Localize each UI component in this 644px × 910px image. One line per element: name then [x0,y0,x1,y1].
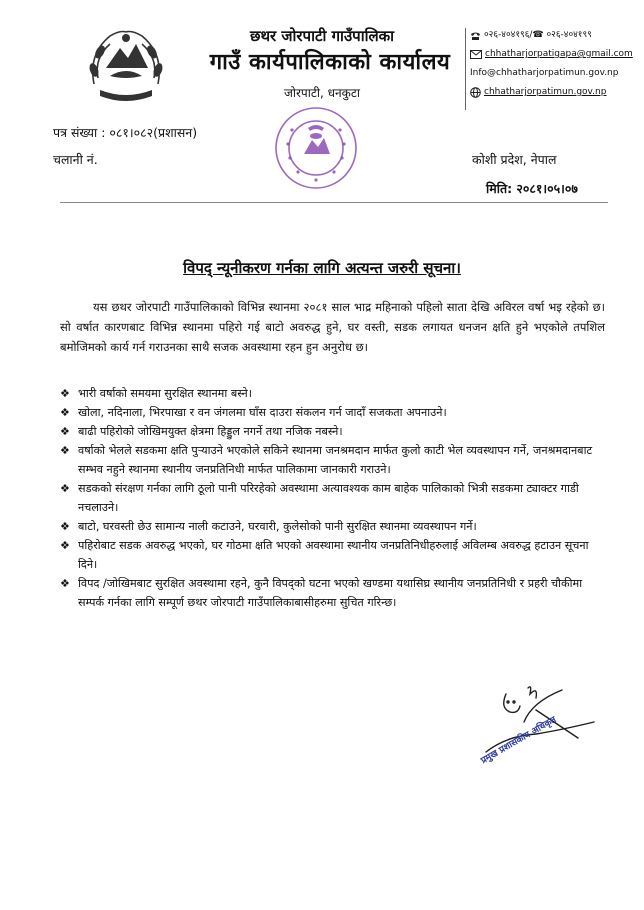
bullet-marker: ❖ [60,577,70,590]
contact-info-email[interactable]: Info@chhatharjorpatimun.gov.np [470,68,619,78]
notice-paragraph: यस छथर जोरपाटी गाउँपालिकाको विभिन्न स्थानमा २०८१ साल भाद्र महिनाको पहिलो साता देखि अविरल वर्षा भइ रहेको छ। सो वर्षात कारणबाट विभिन्न स्थानमा पहिरो गई बाटो अवरुद्ध हुने, घर वस्ती, सडक लगायत धनजन क्षति हुने भएकोले तपशिल बमोजिमको कार्य गर्न गराउनका साथै सजक अवस्थामा रहन हुन अनुरोध छ। [60,300,605,354]
contact-web-row [470,83,642,102]
bullet-marker: ❖ [60,539,70,552]
office-name: गाउँ कार्यपालिकाको कार्यालय [209,50,451,75]
contact-gmail-link[interactable]: chhatharjorpatigapa@gmail.com [485,49,633,59]
dispatch-number: चलानी नं. [53,152,98,167]
notice-subject [0,258,644,278]
list-item-text: बाटो, घरवस्ती छेउ सामान्य नाली कटाउने, घरवारी, कुलेसोको पानी सुरक्षित स्थानमा व्यवस्थापन गर्ने। [78,520,477,533]
list-item-text: विपद /जोखिमबाट सुरक्षित अवस्थामा रहने, कुनै विपद्को घटना भएको खण्डमा यथासिघ्र स्थानीय जनप्रतिनिधी र प्रहरी चौकीमा सम्पर्क गर्नका लागि सम्पूर्ण छथर जोरपाटी गाउँपालिकाबासीहरुमा सुचित गरिन्छ। [78,577,583,609]
list-item [60,384,608,403]
official-seal-stamp [268,100,364,196]
office-address: जोरपाटी, धनकुटा [283,86,361,100]
bullet-marker: ❖ [60,520,70,533]
contact-website-link[interactable]: chhatharjorpatimun.gov.np [484,87,607,97]
list-item [60,574,608,612]
contact-gmail-row [470,45,642,64]
contact-phone: ०२६-४०४१९६/☎ ०२६-४०४१९९ [484,30,592,40]
notice-subject-text: विपद् न्यूनीकरण गर्नका लागि अत्यन्त जरुरी सूचना। [183,259,461,277]
reference-number: पत्र संख्या : ०८१।०८२(प्रशासन) [53,125,198,140]
list-item [60,403,608,422]
list-item-text: पहिरोबाट सडक अवरुद्ध भएको, घर गोठमा क्षति भएको अवस्थामा स्थानीय जनप्रतिनिधीहरुलाई अविलम्ब अवरुद्ध हटाउन सूचना दिने। [78,539,589,571]
list-item-text: खोला, नदिनाला, भिरपाखा र वन जंगलमा घाँस दाउरा संकलन गर्न जादाँ सजकता अपनाउने। [78,406,447,419]
bullet-marker: ❖ [60,387,70,400]
list-item [60,441,608,479]
list-item [60,536,608,574]
municipality-name: छथर जोरपाटी गाउँपालिका [249,27,395,45]
list-item-text: भारी वर्षाको समयमा सुरक्षित स्थानमा बस्ने। [78,387,252,400]
instruction-list [60,384,608,612]
list-item-text: वर्षाको भेलले सडकमा क्षति पुऱ्याउने भएकोले सकिने स्थानमा जनश्रमदान मार्फत कुलो काटी भेल व्यवस्थापन गर्ने, जनश्रमदानबाट सम्भव नहुने स्थानमा स्थानीय जनप्रतिनिधी मार्फत पालिकामा जानकारी गराउने। [78,444,593,476]
bullet-marker: ❖ [60,482,70,495]
contact-divider [465,28,466,110]
province-label: कोशी प्रदेश, नेपाल [472,152,557,167]
contact-phone-row [470,26,642,45]
list-item-text: बाढी पहिरोको जोखिमयुक्त क्षेत्रमा हिड्डुल नगर्ने तथा नजिक नबस्ने। [78,425,343,438]
list-item [60,479,608,517]
bullet-marker: ❖ [60,406,70,419]
contact-info-row [470,64,642,83]
list-item-text: सडकको संरक्षण गर्नका लागि ठूलो पानी परिरहेको अवस्थामा अत्यावश्यक काम बाहेक पालिकाको भित्री सडकमा ट्याक्टर गाडी नचलाउने। [78,482,579,514]
phone-icon [470,31,481,41]
contact-block [470,26,642,102]
bullet-marker: ❖ [60,444,70,457]
signatory-title: प्रमुख प्रशासकीय अधिकृत [479,715,559,767]
letter-date: मिति: २०८१।०५।०७ [486,181,578,196]
globe-icon [470,87,481,98]
header-divider [60,202,608,203]
bullet-marker: ❖ [60,425,70,438]
list-item [60,422,608,441]
mail-icon [470,50,482,59]
list-item [60,517,608,536]
